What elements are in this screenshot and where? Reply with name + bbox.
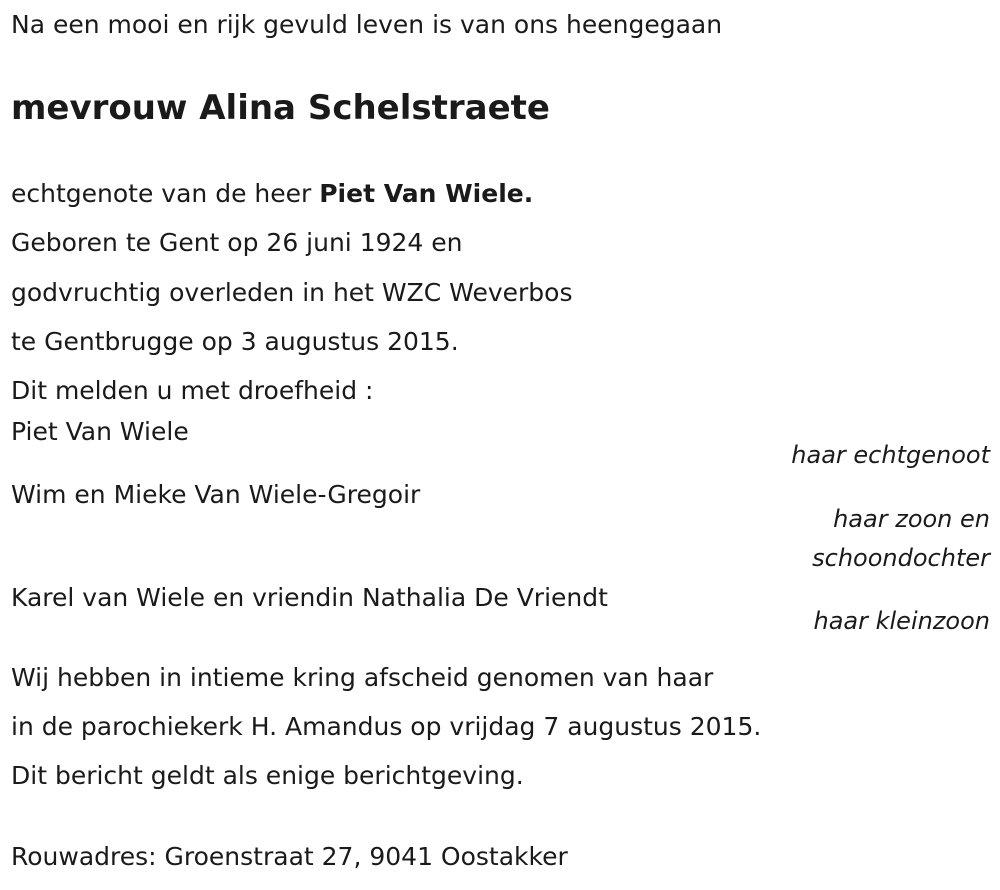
- mourner-relation-3: haar kleinzoon: [813, 607, 990, 635]
- birth-line: Geboren te Gent op 26 juni 1924 en: [11, 228, 463, 257]
- death-line-2: te Gentbrugge op 3 augustus 2015.: [11, 327, 459, 356]
- farewell-line-2: in de parochiekerk H. Amandus op vrijdag 7 augustus 2015.: [11, 712, 762, 741]
- deceased-name: mevrouw Alina Schelstraete: [11, 88, 550, 128]
- mourner-relation-2a: haar zoon en: [833, 505, 990, 533]
- farewell-line-1: Wij hebben in intieme kring afscheid genomen van haar: [11, 663, 714, 692]
- spouse-line: [11, 179, 533, 209]
- mourner-name-2: Wim en Mieke Van Wiele-Gregoir: [11, 480, 421, 509]
- intro-text: Na een mooi en rijk gevuld leven is van ons heengegaan: [11, 10, 723, 39]
- announce-line: Dit melden u met droefheid :: [11, 376, 374, 405]
- mourner-name-1: Piet Van Wiele: [11, 417, 189, 446]
- mourning-address: Rouwadres: Groenstraat 27, 9041 Oostakker: [11, 842, 568, 871]
- mourner-name-3: Karel van Wiele en vriendin Nathalia De Vriendt: [11, 583, 608, 612]
- spouse-name: Piet Van Wiele.: [319, 179, 534, 208]
- mourner-relation-2b: schoondochter: [812, 544, 990, 572]
- death-line-1: godvruchtig overleden in het WZC Weverbos: [11, 278, 573, 307]
- notice-line: Dit bericht geldt als enige berichtgeving.: [11, 761, 524, 790]
- spouse-prefix: echtgenote van de heer: [11, 179, 312, 208]
- mourner-relation-1: haar echtgenoot: [791, 441, 990, 469]
